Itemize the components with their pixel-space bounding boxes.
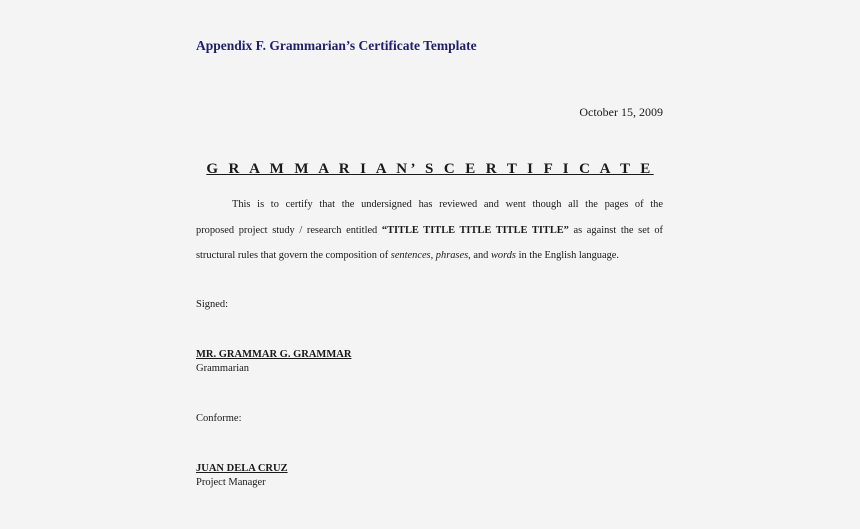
appendix-heading: Appendix F. Grammarian’s Certificate Template: [196, 38, 477, 53]
grammarian-name: MR. GRAMMAR G. GRAMMAR: [196, 349, 352, 360]
body-text-line-1: This is to certify that the undersigned has reviewed and went though all the pages of the: [232, 199, 663, 210]
body-paragraph-line-1: [196, 198, 663, 211]
signed-label: Signed:: [196, 299, 229, 310]
certificate-date: October 15, 2009: [579, 105, 663, 119]
body-text-line-2-start: proposed project study / research entitled: [196, 225, 382, 236]
body-paragraph-line-3: [196, 249, 663, 262]
separator-2: , and: [468, 250, 491, 261]
body-text-line-3-end: in the English language.: [515, 250, 619, 261]
project-manager-name: JUAN DELA CRUZ: [196, 463, 288, 474]
body-paragraph-line-2: [196, 224, 663, 237]
grammarian-role: Grammarian: [196, 363, 250, 374]
project-manager-role: Project Manager: [196, 477, 266, 488]
body-text-line-3-start: structural rules that govern the composition of: [196, 250, 391, 261]
conforme-label: Conforme:: [196, 413, 242, 424]
italic-word-sentences: sentences: [390, 250, 431, 261]
italic-word-words: words: [490, 250, 516, 261]
body-text-line-2-end: as against the set of: [568, 225, 663, 236]
italic-word-phrases: phrases: [435, 250, 469, 261]
project-title-placeholder: “TITLE TITLE TITLE TITLE TITLE”: [381, 225, 569, 236]
separator-1: ,: [430, 250, 436, 261]
certificate-title: G R A M M A R I A N’ S C E R T I F I C A T E: [206, 161, 654, 177]
